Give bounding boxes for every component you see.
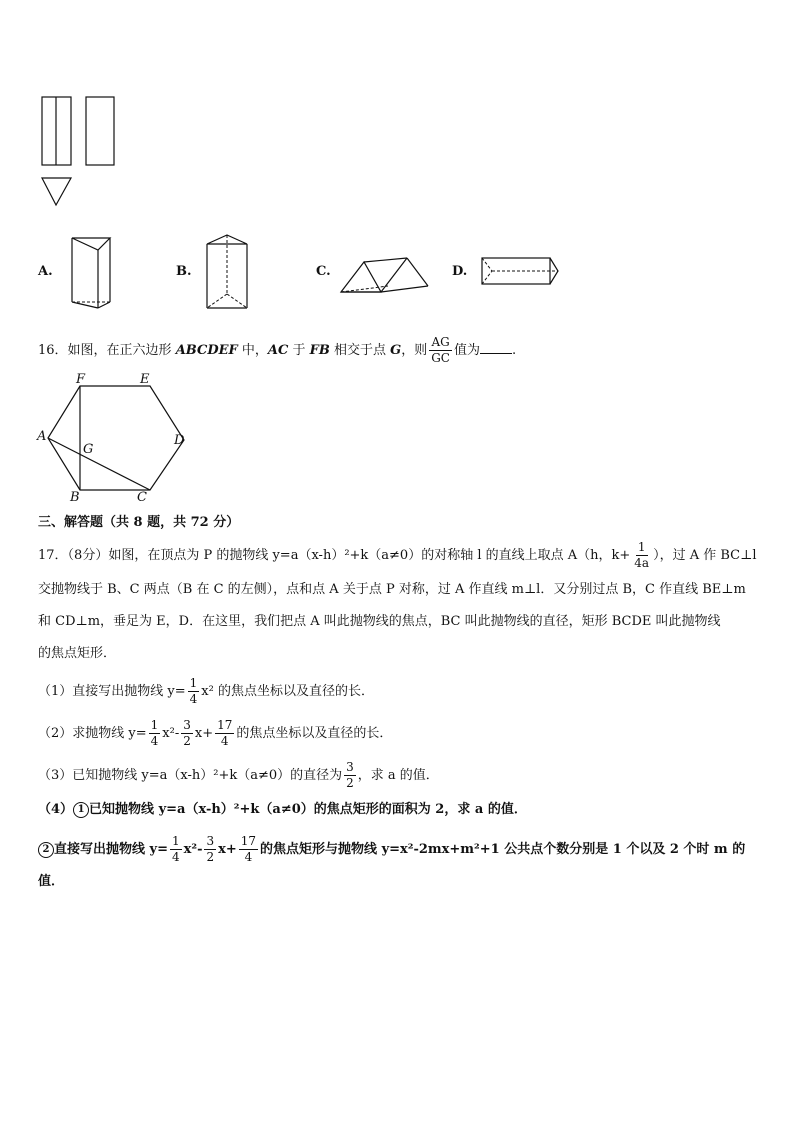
q17-p2-a: （2）求抛物线 y=	[38, 726, 147, 741]
option-c-prism	[338, 254, 434, 298]
section-3-title: 三、解答题（共 8 题，共 72 分）	[38, 515, 240, 530]
q17-part-5-end: 值．	[38, 874, 65, 889]
q17-p3-num: 3	[346, 760, 354, 774]
q17-line-1	[38, 540, 757, 571]
q16-hexagon: ABCDEF	[175, 343, 238, 358]
three-view-figure	[36, 92, 136, 212]
q17-p5-f3n: 17	[240, 834, 257, 848]
q17-part-4	[38, 800, 527, 820]
q16-frac-num: AG	[431, 335, 450, 349]
q17-part-1	[38, 676, 374, 707]
q17-line1-frac	[632, 540, 651, 571]
q17-p1-frac	[188, 676, 200, 707]
q17-p2-f2n: 3	[183, 718, 191, 732]
q17-p5-f3d: 4	[244, 850, 253, 864]
q16-text-mid3: 相交于点	[329, 343, 391, 358]
q17-p5-f1d: 4	[171, 850, 180, 864]
q17-p5-frac1	[170, 834, 182, 865]
q17-p2-frac1	[149, 718, 161, 749]
q17-line-3: 和 CD⊥m，垂足为 E，D．在这里，我们把点 A 叫此抛物线的焦点，BC 叫此抛物线的直径，矩形 BCDE 叫此抛物线	[38, 614, 721, 629]
q16-text-after: 值为	[454, 343, 481, 358]
q16-text-mid2: 于	[288, 343, 310, 358]
q16-ac: AC	[267, 343, 289, 358]
q17-p2-m2: x+	[194, 726, 214, 741]
q17-p1-num: 1	[189, 676, 198, 690]
q17-p5-frac3	[239, 834, 258, 865]
q17-line1-den: 4a	[634, 556, 650, 570]
q17-p2-b: 的焦点坐标以及直径的长．	[236, 726, 393, 741]
hex-label-g: G	[83, 442, 94, 457]
q17-part-5	[38, 834, 745, 865]
q17-p1-a: （1）直接写出抛物线 y=	[38, 684, 186, 699]
q17-p1-b: x² 的焦点坐标以及直径的长．	[201, 684, 374, 699]
hex-label-e: E	[140, 372, 150, 387]
q16-text-mid4: ，则	[401, 343, 428, 358]
option-b-label: B.	[176, 264, 192, 279]
q17-p2-m1: x²-	[162, 726, 180, 741]
q17-p5-f2d: 2	[206, 850, 215, 864]
q17-p5-m2: x+	[218, 842, 237, 857]
q17-p2-f1d: 4	[150, 734, 159, 748]
q17-p3-b: ，求 a 的值．	[357, 768, 439, 783]
q17-p3-a: （3）已知抛物线 y=a（x-h）²+k（a≠0）的直径为	[38, 768, 343, 783]
q17-p1-den: 4	[189, 692, 198, 706]
q16-text-mid1: 中，	[237, 343, 268, 358]
q16-answer-blank	[480, 341, 512, 354]
q16-fraction	[429, 335, 452, 366]
q17-line1-a: 17．（8分）如图，在顶点为 P 的抛物线 y=a（x-h）²+k（a≠0）的对称轴 l 的直线上取点 A（h，k+	[38, 548, 631, 563]
q16-number: 16．	[38, 343, 68, 358]
option-d-prism	[478, 252, 562, 292]
hex-label-a: A	[37, 429, 47, 444]
q17-p5-b: 的焦点矩形与抛物线 y=x²-2mx+m²+1 公共点个数分别是 1 个以及 2 个时 m 的	[260, 842, 746, 857]
q17-p3-den: 2	[346, 776, 354, 790]
q17-part-3	[38, 760, 439, 791]
option-a-label: A.	[38, 264, 53, 279]
q17-p5-f1n: 1	[171, 834, 180, 848]
q17-p2-f3d: 4	[220, 734, 229, 748]
option-b-prism	[202, 232, 254, 312]
q17-p4-circle-number: 1	[73, 802, 89, 818]
q16-g: G	[390, 343, 402, 358]
q17-p5-frac2	[204, 834, 216, 865]
q17-line1-num: 1	[637, 540, 646, 554]
q17-p2-frac2	[181, 718, 193, 749]
option-d-label: D.	[452, 264, 468, 279]
option-a-prism	[68, 232, 118, 312]
q17-p5-circle-number: 2	[38, 842, 54, 858]
option-c-label: C.	[316, 264, 331, 279]
q17-p3-frac	[344, 760, 356, 791]
q16-text-before: 如图，在正六边形	[67, 343, 176, 358]
q17-p2-f1n: 1	[150, 718, 159, 732]
q17-part-2	[38, 718, 392, 749]
q16-fb: FB	[309, 343, 330, 358]
q17-line1-b: ），过 A 作 BC⊥l	[653, 548, 757, 563]
hex-label-d: D	[174, 433, 185, 448]
q17-p5-a: 直接写出抛物线 y=	[54, 842, 168, 857]
q17-p5-f2n: 3	[206, 834, 215, 848]
hex-label-b: B	[70, 490, 80, 505]
q17-p4-b: 已知抛物线 y=a（x-h）²+k（a≠0）的焦点矩形的面积为 2，求 a 的值．	[89, 802, 527, 817]
hex-label-f: F	[76, 372, 86, 387]
q17-p2-f2d: 2	[183, 734, 191, 748]
question-16	[38, 335, 516, 366]
q17-p5-m1: x²-	[183, 842, 203, 857]
hexagon-figure	[34, 368, 194, 508]
q17-p4-a: （4）	[38, 802, 74, 817]
q17-p2-f3n: 17	[217, 718, 233, 732]
hex-label-c: C	[137, 490, 147, 505]
q17-line-4: 的焦点矩形．	[38, 646, 117, 661]
q17-p2-frac3	[215, 718, 234, 749]
q16-frac-den: GC	[431, 351, 450, 365]
q16-end: .	[512, 343, 517, 358]
q17-line-2: 交抛物线于 B、C 两点（B 在 C 的左侧），点和点 A 关于点 P 对称，过 A 作直线 m⊥l．又分别过点 B，C 作直线 BE⊥m	[38, 582, 746, 597]
